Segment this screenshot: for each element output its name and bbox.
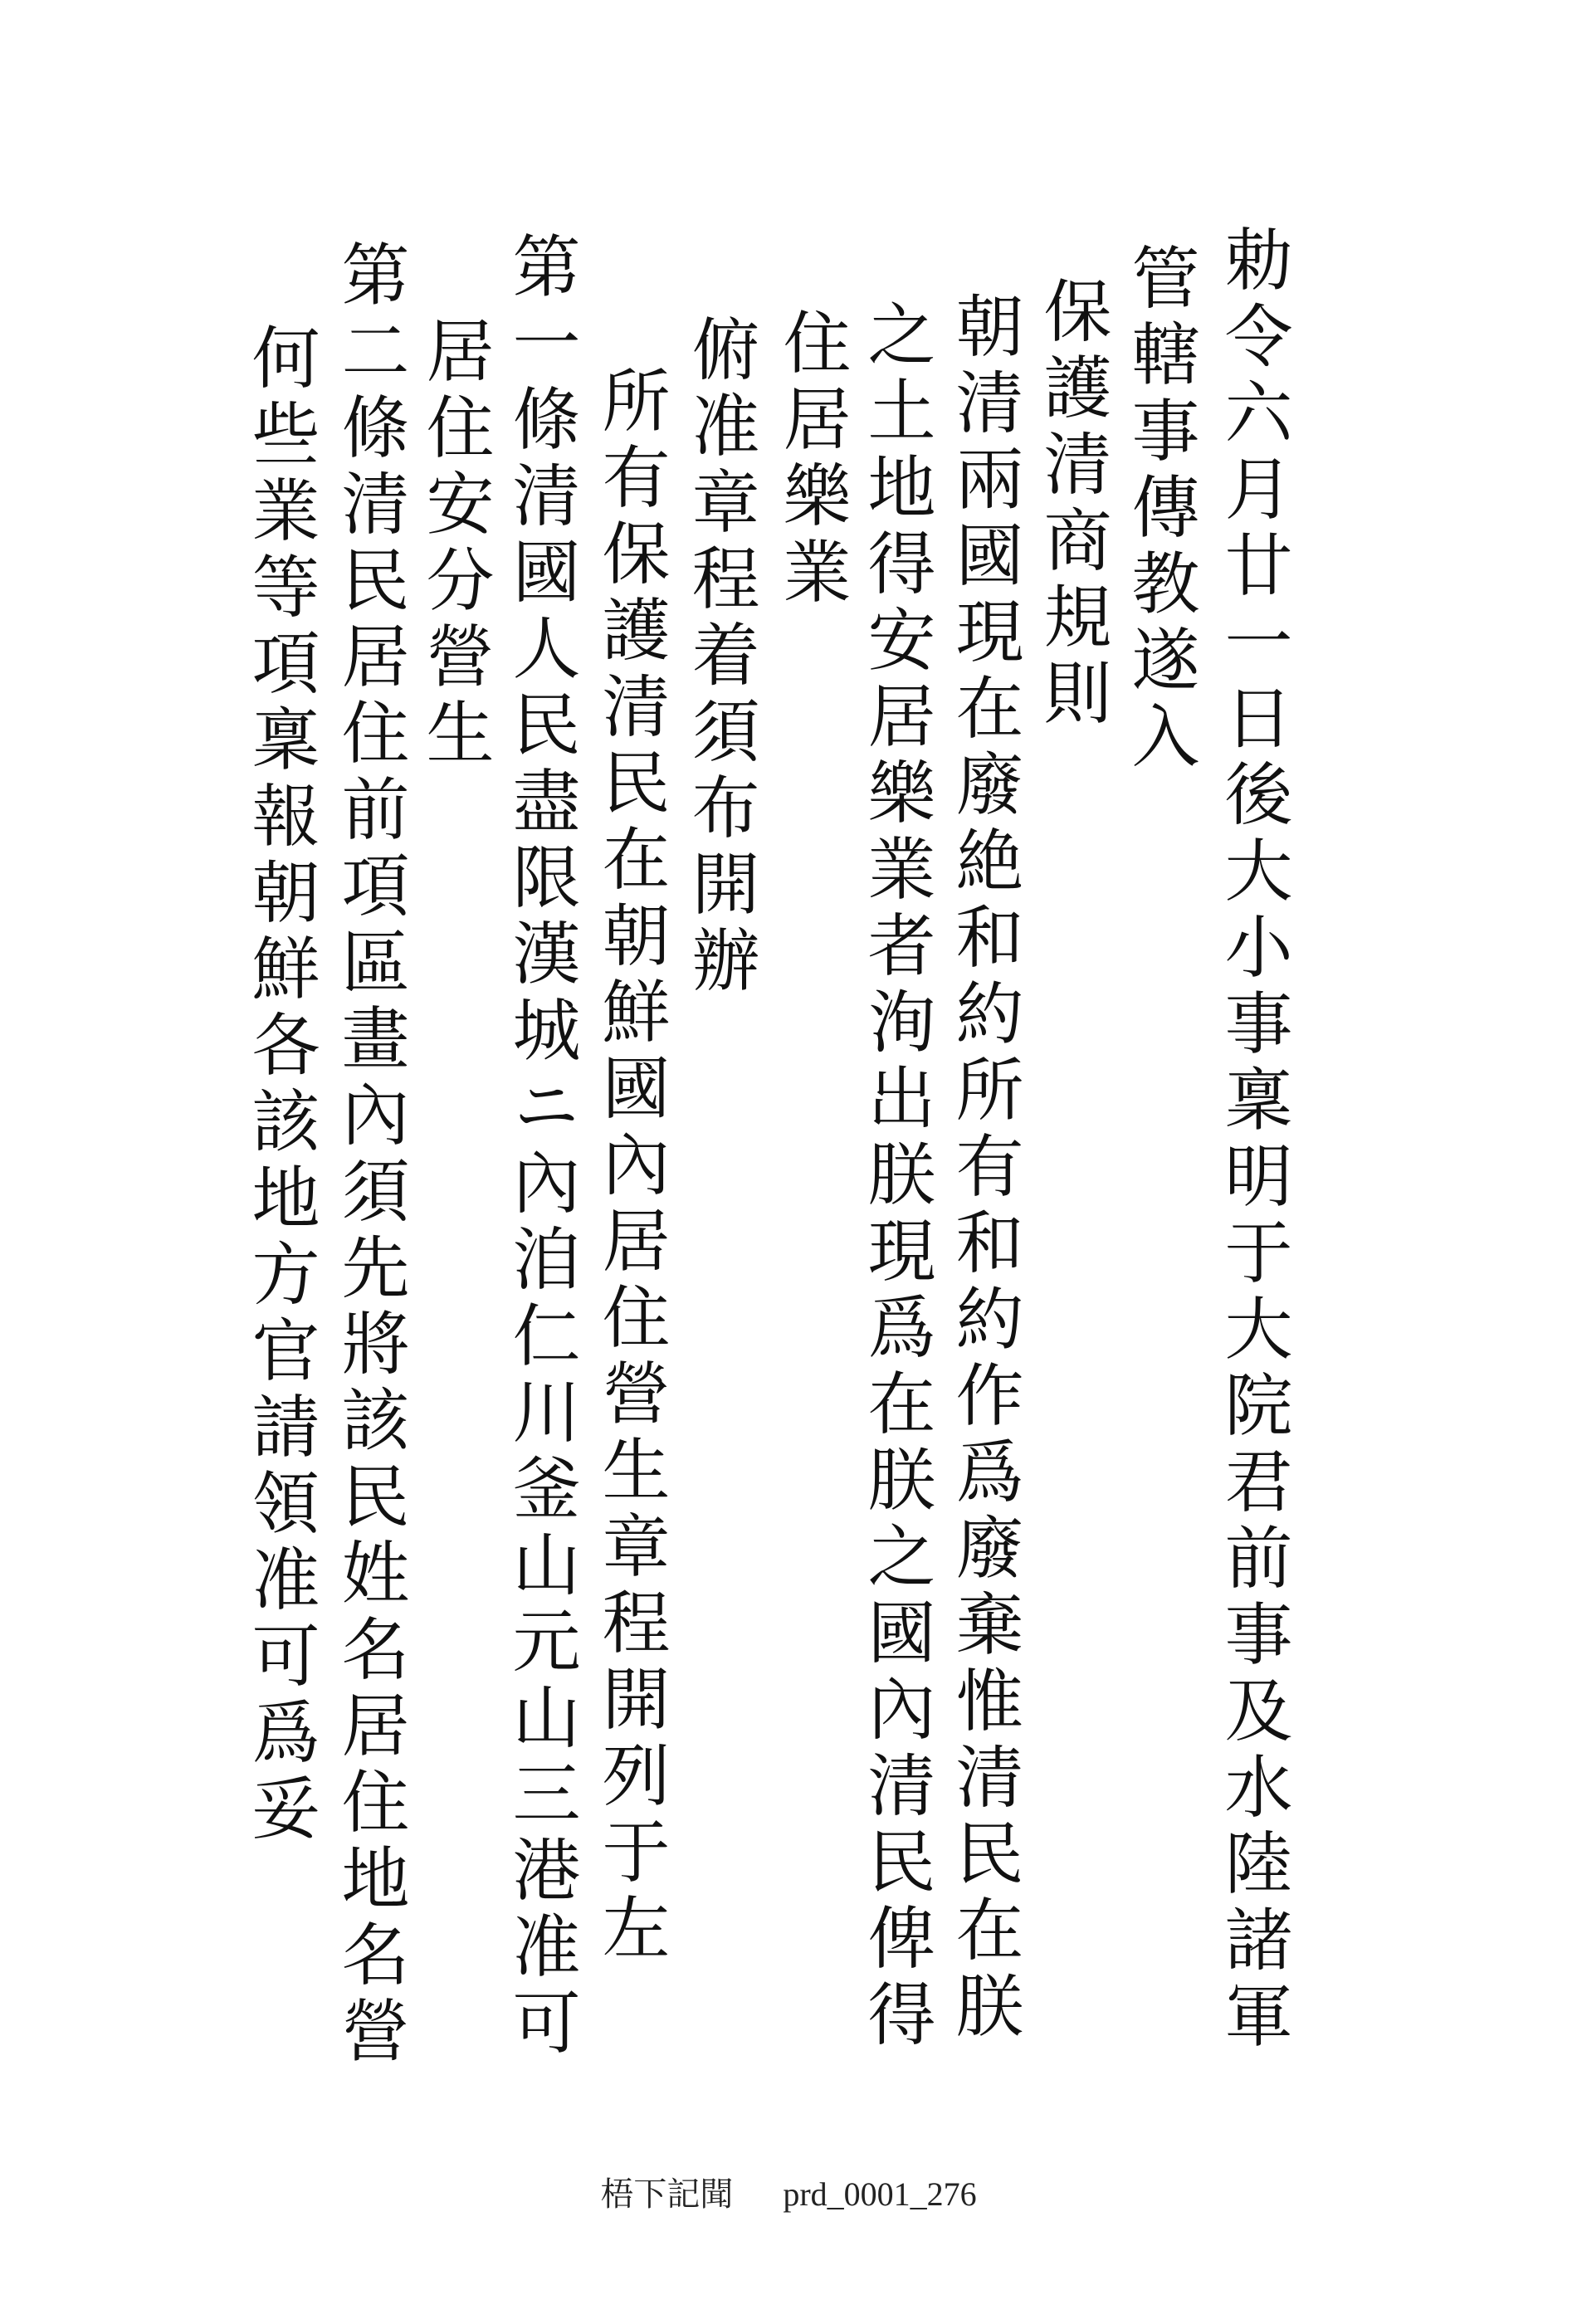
text-column-4: 朝清兩國現在廢絶和約所有和約作爲廢棄惟清民在朕 <box>945 290 1023 2047</box>
footer-page-id: prd_0001_276 <box>783 2175 977 2213</box>
text-column-7: 俯准章程着須布開辦 <box>681 314 759 1001</box>
text-column-11: 第二條清民居住前項區畫內須先將該民姓名居住地名營 <box>330 239 409 2072</box>
text-column-9: 第一條清國人民盡限漢城ニ內洎仁川釜山元山三港准可 <box>501 231 580 2063</box>
text-column-6: 住居樂業 <box>772 307 851 613</box>
text-column-10: 居住安分營生 <box>415 315 494 774</box>
text-column-5: 之土地得安居樂業者洵出朕現爲在朕之國內清民俾得 <box>857 299 935 2055</box>
page-footer <box>0 2168 1577 2215</box>
text-column-12: 何些業等項稟報朝鮮各該地方官請領准可爲妥 <box>241 322 320 1849</box>
text-column-8: 所有保護清民在朝鮮國內居住營生章程開列于左 <box>591 365 670 1969</box>
text-column-2: 管轄事傳教遂入 <box>1120 242 1199 777</box>
footer-title: 梧下記聞 <box>600 2175 734 2213</box>
text-column-3: 保護清商規則 <box>1033 276 1111 734</box>
text-column-1: 勅令六月廿一日後大小事稟明于大院君前事及水陸諸軍 <box>1213 224 1292 2057</box>
